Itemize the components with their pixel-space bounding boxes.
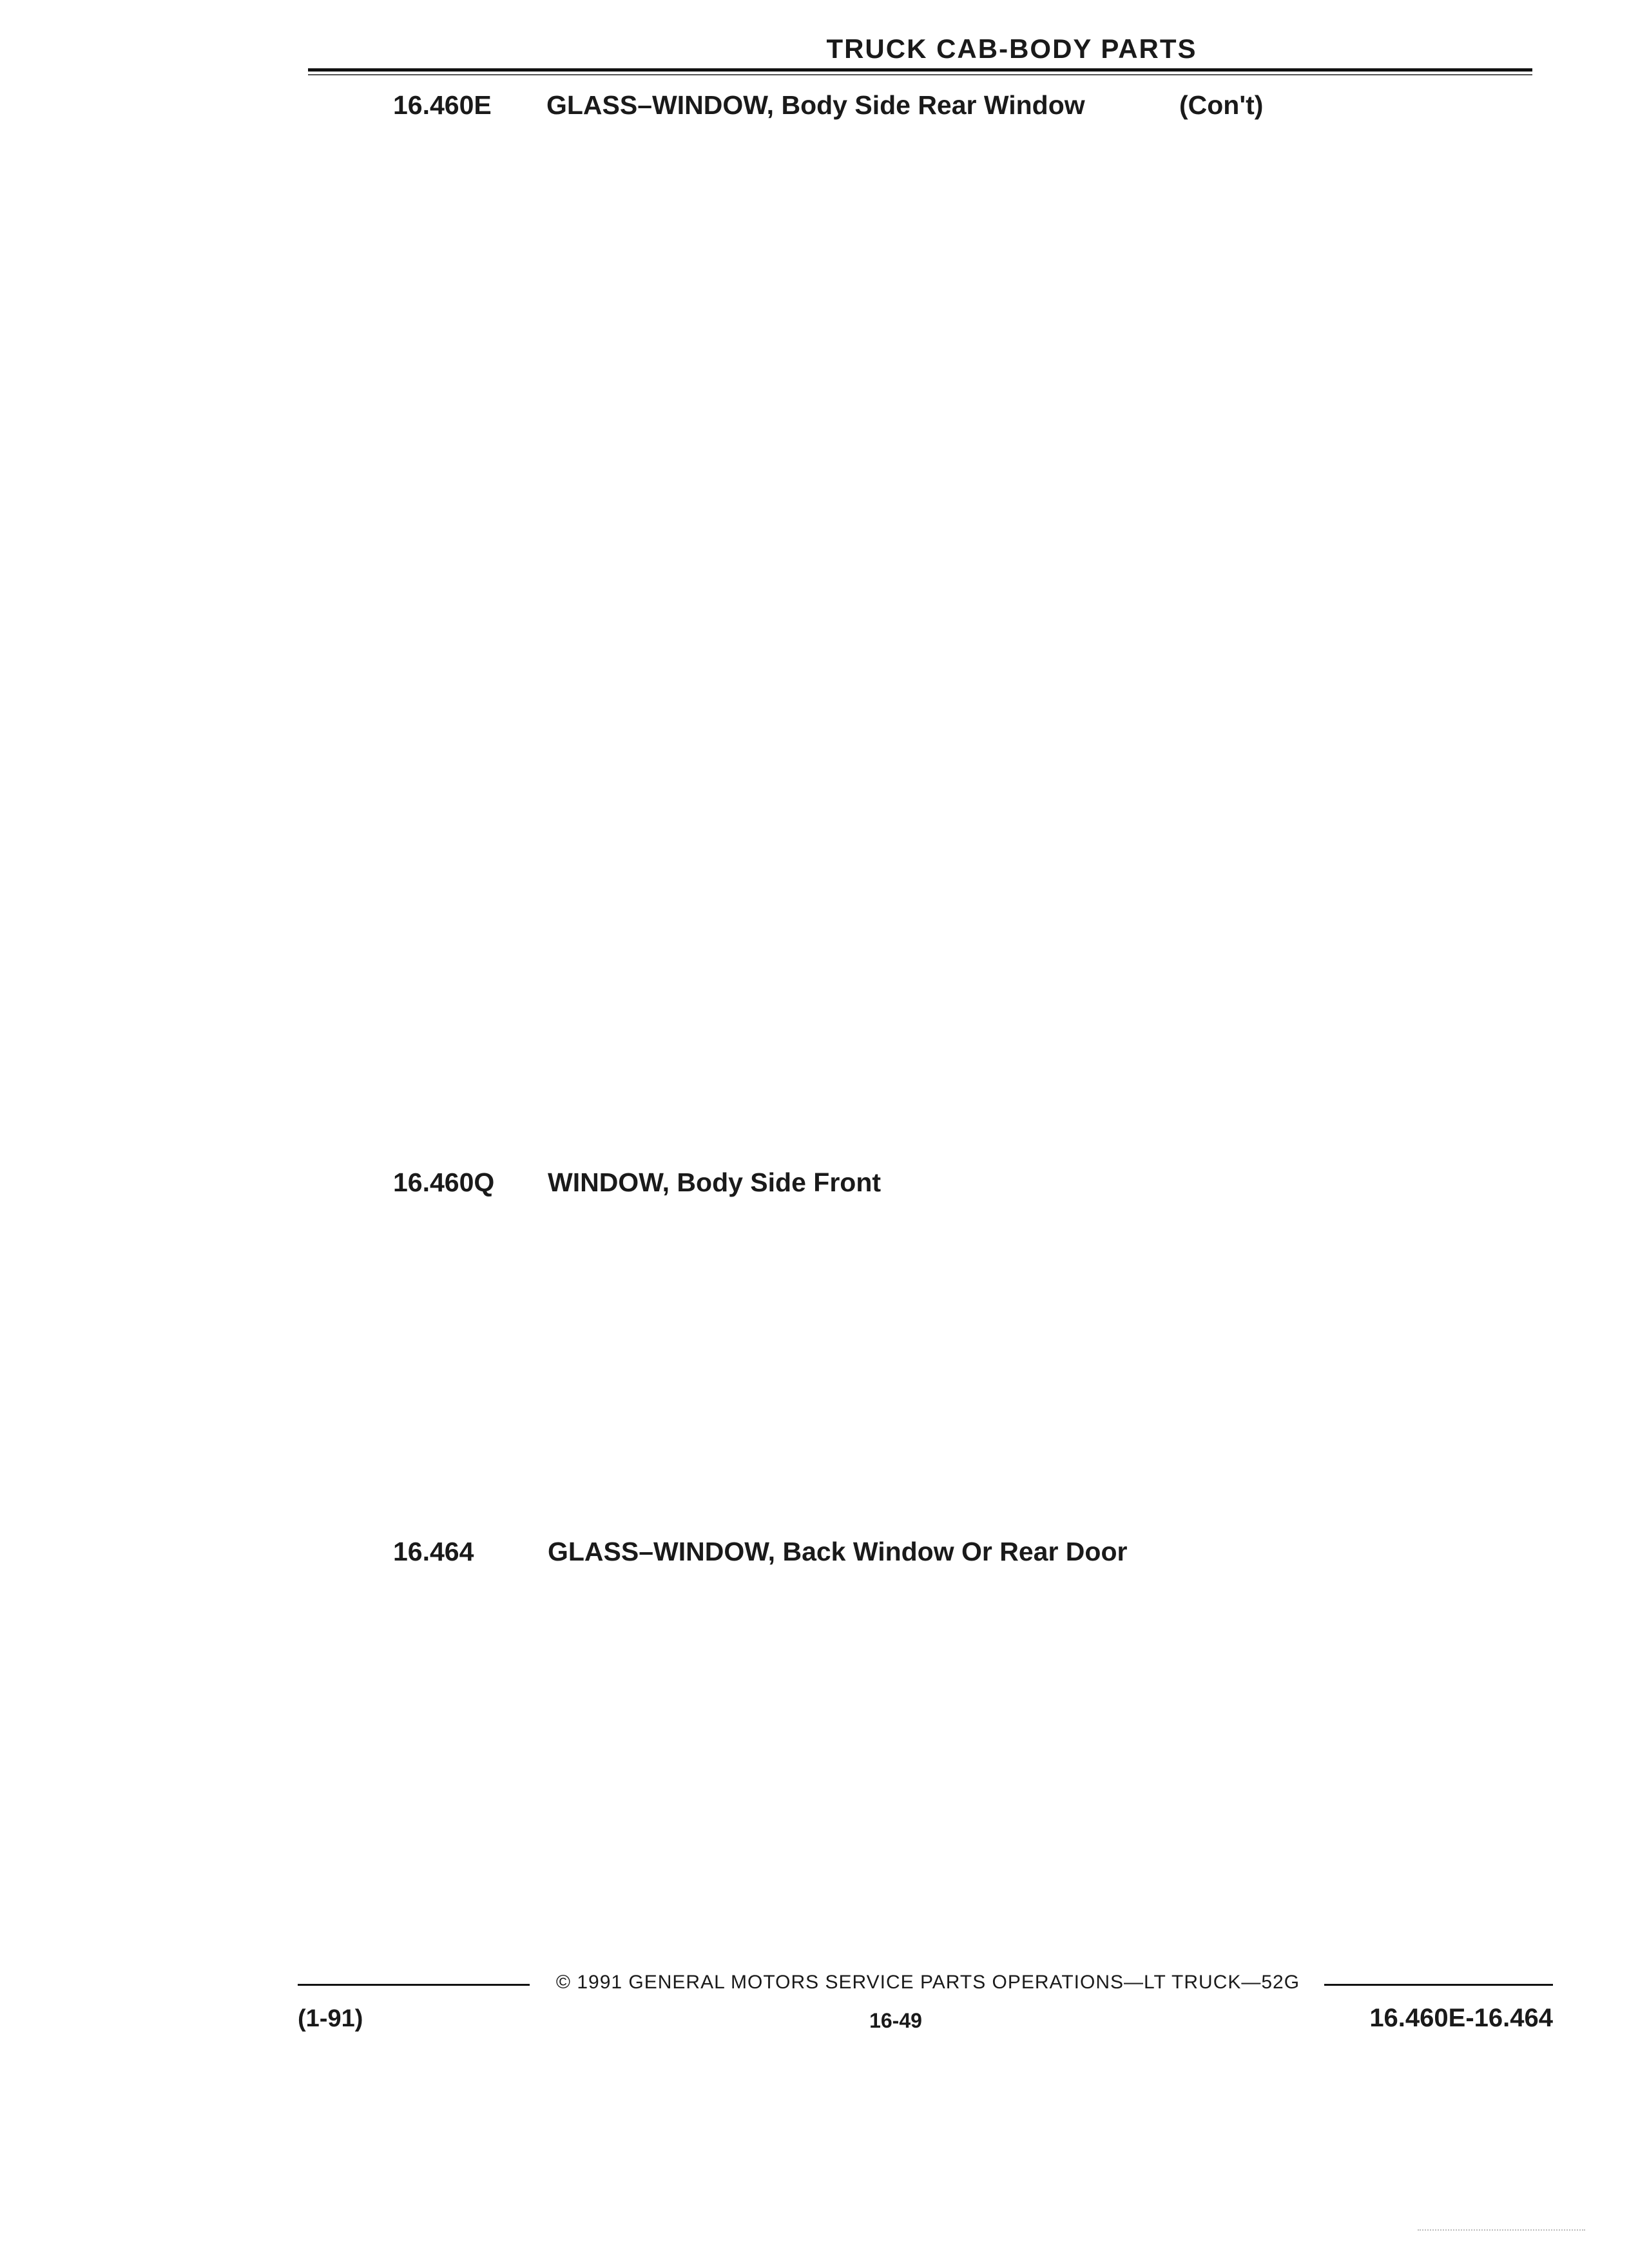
- section-heading: [0, 1537, 1629, 1573]
- section-heading: [0, 1168, 1629, 1204]
- header-rule: [308, 68, 1532, 72]
- scan-mark: [1418, 2229, 1585, 2232]
- section-heading: [0, 90, 1629, 126]
- section-code: 16.464: [393, 1537, 474, 1566]
- section-code: 16.460Q: [393, 1168, 495, 1197]
- section-code: 16.460E: [393, 90, 492, 120]
- section-title: GLASS–WINDOW, Body Side Rear Window: [546, 90, 1085, 120]
- header-rule-thin: [308, 74, 1532, 75]
- page-header-title: TRUCK CAB-BODY PARTS: [826, 34, 1197, 64]
- footer-section-range: 16.460E-16.464: [1369, 2004, 1553, 2032]
- section-title: GLASS–WINDOW, Back Window Or Rear Door: [548, 1537, 1128, 1566]
- section-title: WINDOW, Body Side Front: [548, 1168, 882, 1197]
- footer-rule-right: [1324, 1984, 1553, 1986]
- footer-rule-left: [298, 1984, 530, 1986]
- footer-copyright: © 1991 GENERAL MOTORS SERVICE PARTS OPERATIONS—LT TRUCK—52G: [555, 1972, 1300, 1993]
- footer-date-code: (1-91): [298, 2005, 363, 2032]
- section-continued: (Con't): [1179, 90, 1264, 120]
- footer-page-number: 16-49: [869, 2009, 922, 2032]
